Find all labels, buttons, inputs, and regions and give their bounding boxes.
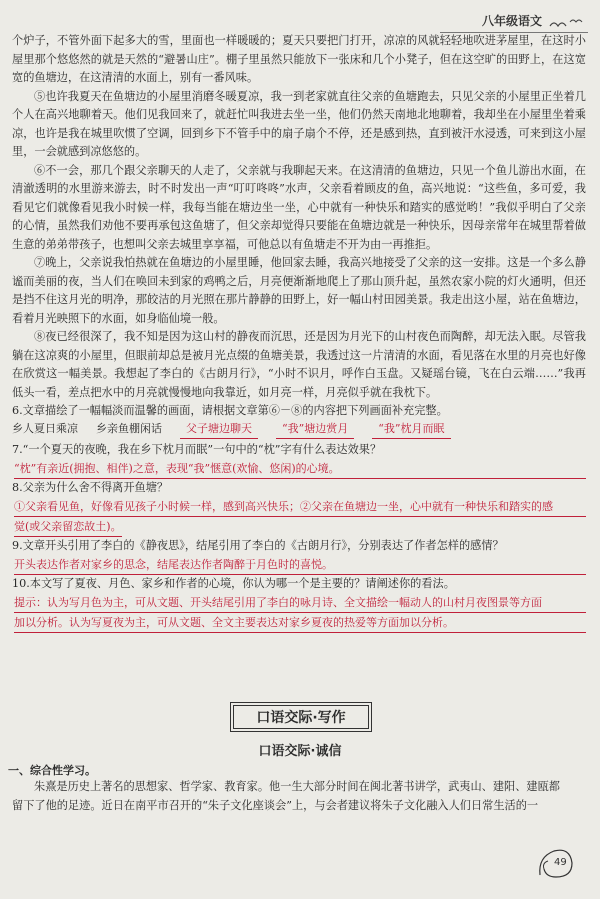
question-6: 6.文章描绘了一幅幅淡而温馨的画面，请根据文章第⑥－⑧的内容把下列画面补充完整。 <box>12 404 448 417</box>
page-number: 49 <box>554 857 567 868</box>
running-header: 八年级语文 <box>481 14 542 28</box>
task-heading: 一、综合性学习。 <box>8 764 96 777</box>
article-paragraph: ⑤也许我夏天在鱼塘边的小屋里消磨冬暖夏凉，我一到老家就直往父亲的鱼塘跑去，只见父亲的小屋里正坐着几个人在高兴地聊着天。他们见我回来了，就赶忙叫我进去坐一坐，他们仍然天南地北地聊着，我却坐在小屋里坐着乘凉，也许是我在城里吹惯了空调，回到乡下不管手中的扇子扇个不停，还是感到热，直到被汗水浸透，可来到这小屋里，一会就感到凉悠悠的。 <box>12 89 586 158</box>
answer-line: 觉(或父亲留恋故土)。 <box>14 517 122 537</box>
question-7: 7.“一个夏天的夜晚，我在乡下枕月而眠”一句中的“枕”字有什么表达效果？ <box>12 443 382 456</box>
page-number-badge <box>536 845 576 881</box>
article-paragraph: ⑥不一会，那几个跟父亲聊天的人走了，父亲就与我聊起天来。在这清清的鱼塘边，只见一个鱼儿游出水面，在清澈透明的水里游来游去，时不时发出一声“叮叮咚咚”水声，父亲看着顾皮的鱼，高兴地说：“这些鱼，多可爱，我看见它们就像看见我小时候一样，我每当能在塘边坐一坐，心中就有一种快乐和踏实的感觉哟！”我似乎明白了父亲的心情，虽然我们劝他不要再承包这鱼塘了，但父亲却觉得只要能在鱼塘边就是一种快乐，因母亲常年在城里帮着做生意的弟弟带孩子，也想叫父亲去城里享享福，可他总以有鱼塘走不开为由一再推拒。 <box>12 163 586 251</box>
task-text: 朱熹是历史上著名的思想家、哲学家、教育家。他一生大部分时间在闽北著书讲学，武夷山、建阳、建瓯都留下了他的足迹。近日在南平市召开的“朱子文化座谈会”上，与会者建议将朱子文化融入人们日常生活的一 <box>12 780 560 812</box>
answer-line: ①父亲看见鱼，好像看见孩子小时候一样，感到高兴快乐；②父亲在鱼塘边一坐，心中就有一种快乐和踏实的感 <box>14 497 586 517</box>
scene-answer: 父子塘边聊天 <box>180 420 258 439</box>
question-6-answers <box>12 420 586 439</box>
answer-line: “枕”有亲近(拥抱、相伴)之意，表现“我”惬意(欢愉、悠闲)的心境。 <box>14 459 586 479</box>
answer-line: 提示：认为写月色为主，可从文题、开头结尾引用了李白的咏月诗、全文描绘一幅动人的山村月夜图景等方面 <box>14 593 586 613</box>
article-paragraph: ⑧夜已经很深了，我不知是因为这山村的静夜而沉思，还是因为月光下的山村夜色而陶醉，却无法入眠。尽管我躺在这凉爽的小屋里，但眼前却总是被月光点缀的鱼塘美景，我透过这一片清清的水面，看见落在水里的月亮也好像在欣赏这一幅美景。我想起了李白的《古朗月行》，“小时不识月，呼作白玉盘。又疑瑶台镜，飞在白云端……”我再低头一看，差点把水中的月亮就慢慢地向我靠近，如月亮一样，月亮似乎就在我枕下。 <box>12 330 586 399</box>
scene-given: 乡亲鱼棚闲话 <box>96 422 162 435</box>
scene-answer: “我”枕月而眠 <box>372 420 450 439</box>
article-paragraph: ⑦晚上，父亲说我怕热就在鱼塘边的小屋里睡，他回家去睡，我高兴地接受了父亲的这一安排。这是一个多么静谧而美丽的夜，当人们在唤回未到家的鸡鸭之后，月亮便渐渐地爬上了那山顶升起，虽然农家小院的灯火通明，但还是挡不住这月光的明净，那皎洁的月光照在那片静静的田野上，好一幅山村田园美景。我走出这小屋，站在鱼塘边，看着月光映照下的水面，如身临仙境一般。 <box>12 256 586 325</box>
answer-line: 加以分析。认为写夏夜为主，可从文题、全文主要表达对家乡夏夜的热爱等方面加以分析。 <box>14 613 586 633</box>
section-title: 口语交际·写作 <box>256 710 346 726</box>
question-10: 10.本文写了夏夜、月色、家乡和作者的心境，你认为哪一个是主要的？请阐述你的看法。 <box>12 577 455 590</box>
section-subtitle: 口语交际·诚信 <box>258 744 342 759</box>
birds-icon <box>548 14 588 34</box>
section-title-box <box>230 702 372 732</box>
article-body <box>12 32 586 633</box>
question-9: 9.文章开头引用了李白的《静夜思》，结尾引用了李白的《古朗月行》，分别表达了作者怎样的感情？ <box>12 539 504 552</box>
scene-answer: “我”塘边赏月 <box>276 420 354 439</box>
scene-given: 乡人夏日乘凉 <box>12 422 78 435</box>
article-paragraph: 个炉子，不管外面下起多大的雪，里面也一样暖暖的；夏天只要把门打开，凉凉的风就轻轻地吹进茅屋里，在这时小屋里那个悠悠然的就是天然的“避暑山庄”。棚子里虽然只能放下一张床和几个小凳子，但在这空旷的田野上，在这宽宽的鱼塘边，在这清清的水面上，别有一番风味。 <box>12 34 586 84</box>
answer-line: 开头表达作者对家乡的思念，结尾表达作者陶醉于月色时的喜悦。 <box>14 555 586 575</box>
question-8: 8.父亲为什么舍不得离开鱼塘？ <box>12 481 169 494</box>
